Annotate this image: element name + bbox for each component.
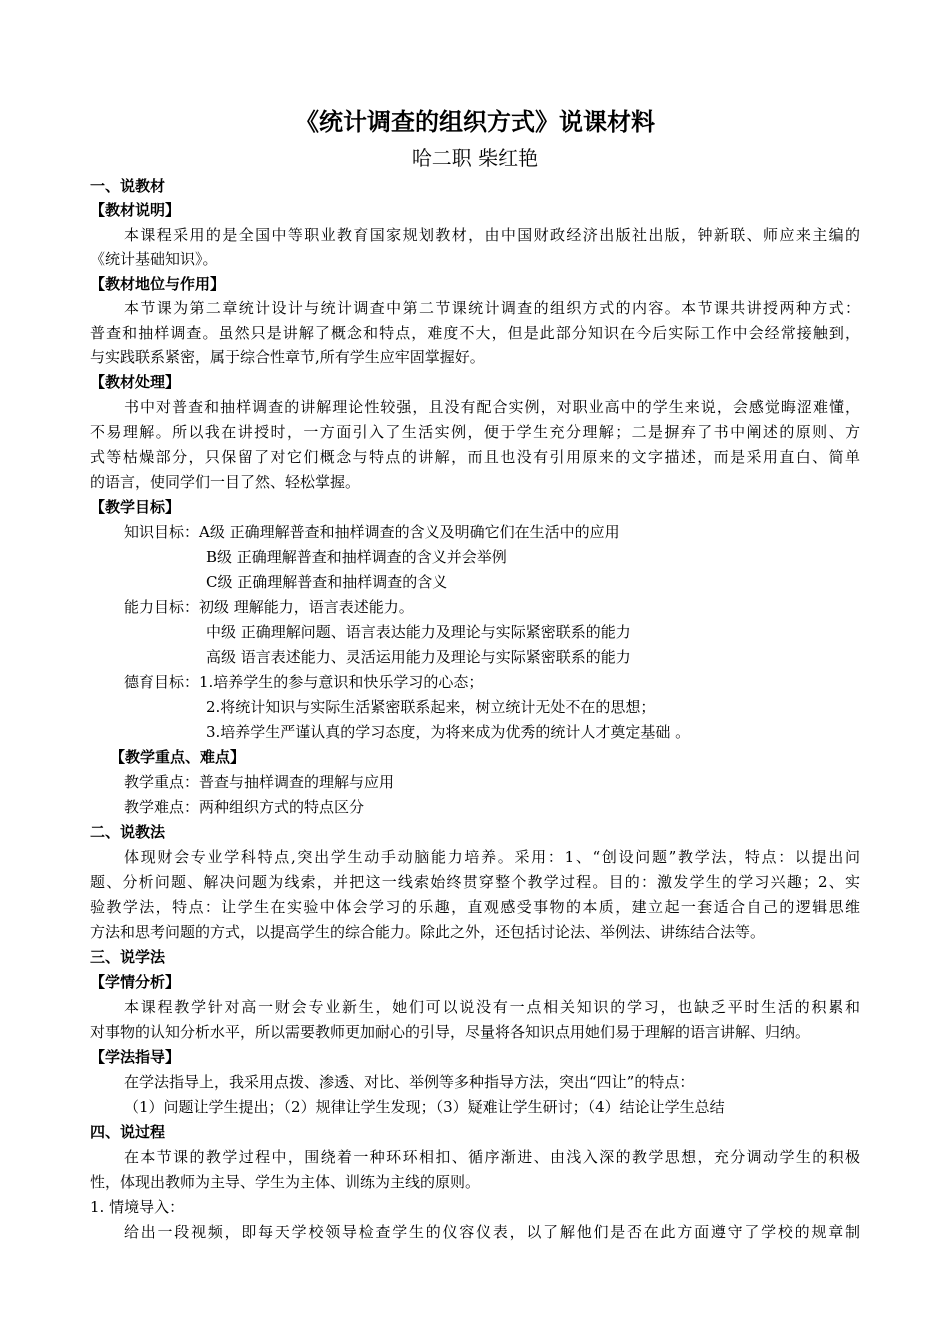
paragraph-line: （1）问题让学生提出；（2）规律让学生发现；（3）疑难让学生研讨；（4）结论让学生总结 <box>124 1098 725 1116</box>
subsection-heading: 【教学重点、难点】 <box>110 748 246 766</box>
paragraph-line: 书中对普查和抽样调查的讲解理论性较强，且没有配合实例，对职业高中的学生来说，会感觉晦涩难懂， <box>124 398 860 416</box>
paragraph-line: 在本节课的教学过程中，围绕着一种环环相扣、循序渐进、由浅入深的教学思想，充分调动学生的积极 <box>124 1148 860 1166</box>
section-heading: 四、说过程 <box>90 1123 166 1141</box>
subsection-heading: 【学法指导】 <box>90 1048 181 1066</box>
paragraph-line: 方法和思考问题的方式，以提高学生的综合能力。除此之外，还包括讨论法、举例法、讲练结合法等。 <box>90 923 766 941</box>
paragraph-line: 体现财会专业学科特点,突出学生动手动脑能力培养。采用：1、“创设问题”教学法，特点：以提出问 <box>124 848 860 866</box>
objective-line: 中级 正确理解问题、语言表达能力及理论与实际紧密联系的能力 <box>206 623 631 641</box>
paragraph-line: 的语言，使同学们一目了然、轻松掌握。 <box>90 473 361 491</box>
objective-line: 能力目标：初级 理解能力，语言表述能力。 <box>124 598 414 616</box>
paragraph-line: 本课程采用的是全国中等职业教育国家规划教材，由中国财政经济出版社出版，钟新联、师应来主编的 <box>124 226 860 244</box>
section-heading: 三、说学法 <box>90 948 166 966</box>
subsection-heading: 【教学目标】 <box>90 498 181 516</box>
list-item: 1. 情境导入： <box>90 1198 185 1216</box>
subsection-heading: 【教材说明】 <box>90 201 181 219</box>
paragraph-line: 式等枯燥部分，只保留了对它们概念与特点的讲解，而且也没有引用原来的文字描述，而是采用直白、简单 <box>90 448 860 466</box>
objective-line: 高级 语言表述能力、灵活运用能力及理论与实际紧密联系的能力 <box>206 648 631 666</box>
paragraph-line: 性，体现出教师为主导、学生为主体、训练为主线的原则。 <box>90 1173 481 1191</box>
section-heading: 一、说教材 <box>90 177 166 195</box>
paragraph-line: 不易理解。所以我在讲授时，一方面引入了生活实例，便于学生充分理解；二是摒弃了书中阐述的原则、方 <box>90 423 860 441</box>
paragraph-line: 题、分析问题、解决问题为线索，并把这一线索始终贯穿整个教学过程。目的：激发学生的学习兴趣；2、实 <box>90 873 860 891</box>
paragraph-line: 对事物的认知分析水平，所以需要教师更加耐心的引导，尽量将各知识点用她们易于理解的语言讲解、归纳。 <box>90 1023 811 1041</box>
objective-line: 2.将统计知识与实际生活紧密联系起来，树立统计无处不在的思想； <box>206 698 656 716</box>
objective-line: 德育目标：1.培养学生的参与意识和快乐学习的心态； <box>124 673 484 691</box>
objective-line: 知识目标：A级 正确理解普查和抽样调查的含义及明确它们在生活中的应用 <box>124 523 620 541</box>
objective-line: 3.培养学生严谨认真的学习态度，为将来成为优秀的统计人才奠定基础 。 <box>206 723 691 741</box>
paragraph-line: 与实践联系紧密，属于综合性章节,所有学生应牢固掌握好。 <box>90 348 485 366</box>
document-author: 哈二职 柴红艳 <box>411 146 539 170</box>
paragraph-line: 本节课为第二章统计设计与统计调查中第二节课统计调查的组织方式的内容。本节课共讲授两种方式： <box>124 299 860 317</box>
paragraph-line: 本课程教学针对高一财会专业新生，她们可以说没有一点相关知识的学习，也缺乏平时生活的积累和 <box>124 998 860 1016</box>
subsection-heading: 【学情分析】 <box>90 973 181 991</box>
objective-line: C级 正确理解普查和抽样调查的含义 <box>206 573 448 591</box>
paragraph-line: 在学法指导上，我采用点拨、渗透、对比、举例等多种指导方法，突出“四让”的特点： <box>124 1073 695 1091</box>
paragraph-line: 教学难点：两种组织方式的特点区分 <box>124 798 365 816</box>
subsection-heading: 【教材处理】 <box>90 373 181 391</box>
paragraph-line: 给出一段视频，即每天学校领导检查学生的仪容仪表，以了解他们是否在此方面遵守了学校的规章制 <box>124 1223 860 1241</box>
document-title: 《统计调查的组织方式》说课材料 <box>295 107 655 136</box>
paragraph-line: 验教学法，特点：让学生在实验中体会学习的乐趣，直观感受事物的本质，建立起一套适合自己的逻辑思维 <box>90 898 860 916</box>
subsection-heading: 【教材地位与作用】 <box>90 275 226 293</box>
objective-line: B级 正确理解普查和抽样调查的含义并会举例 <box>206 548 507 566</box>
paragraph-line: 普查和抽样调查。虽然只是讲解了概念和特点，难度不大，但是此部分知识在今后实际工作中会经常接触到， <box>90 324 860 342</box>
section-heading: 二、说教法 <box>90 823 166 841</box>
paragraph-line: 教学重点：普查与抽样调查的理解与应用 <box>124 773 395 791</box>
paragraph-line: 《统计基础知识》。 <box>90 250 218 268</box>
